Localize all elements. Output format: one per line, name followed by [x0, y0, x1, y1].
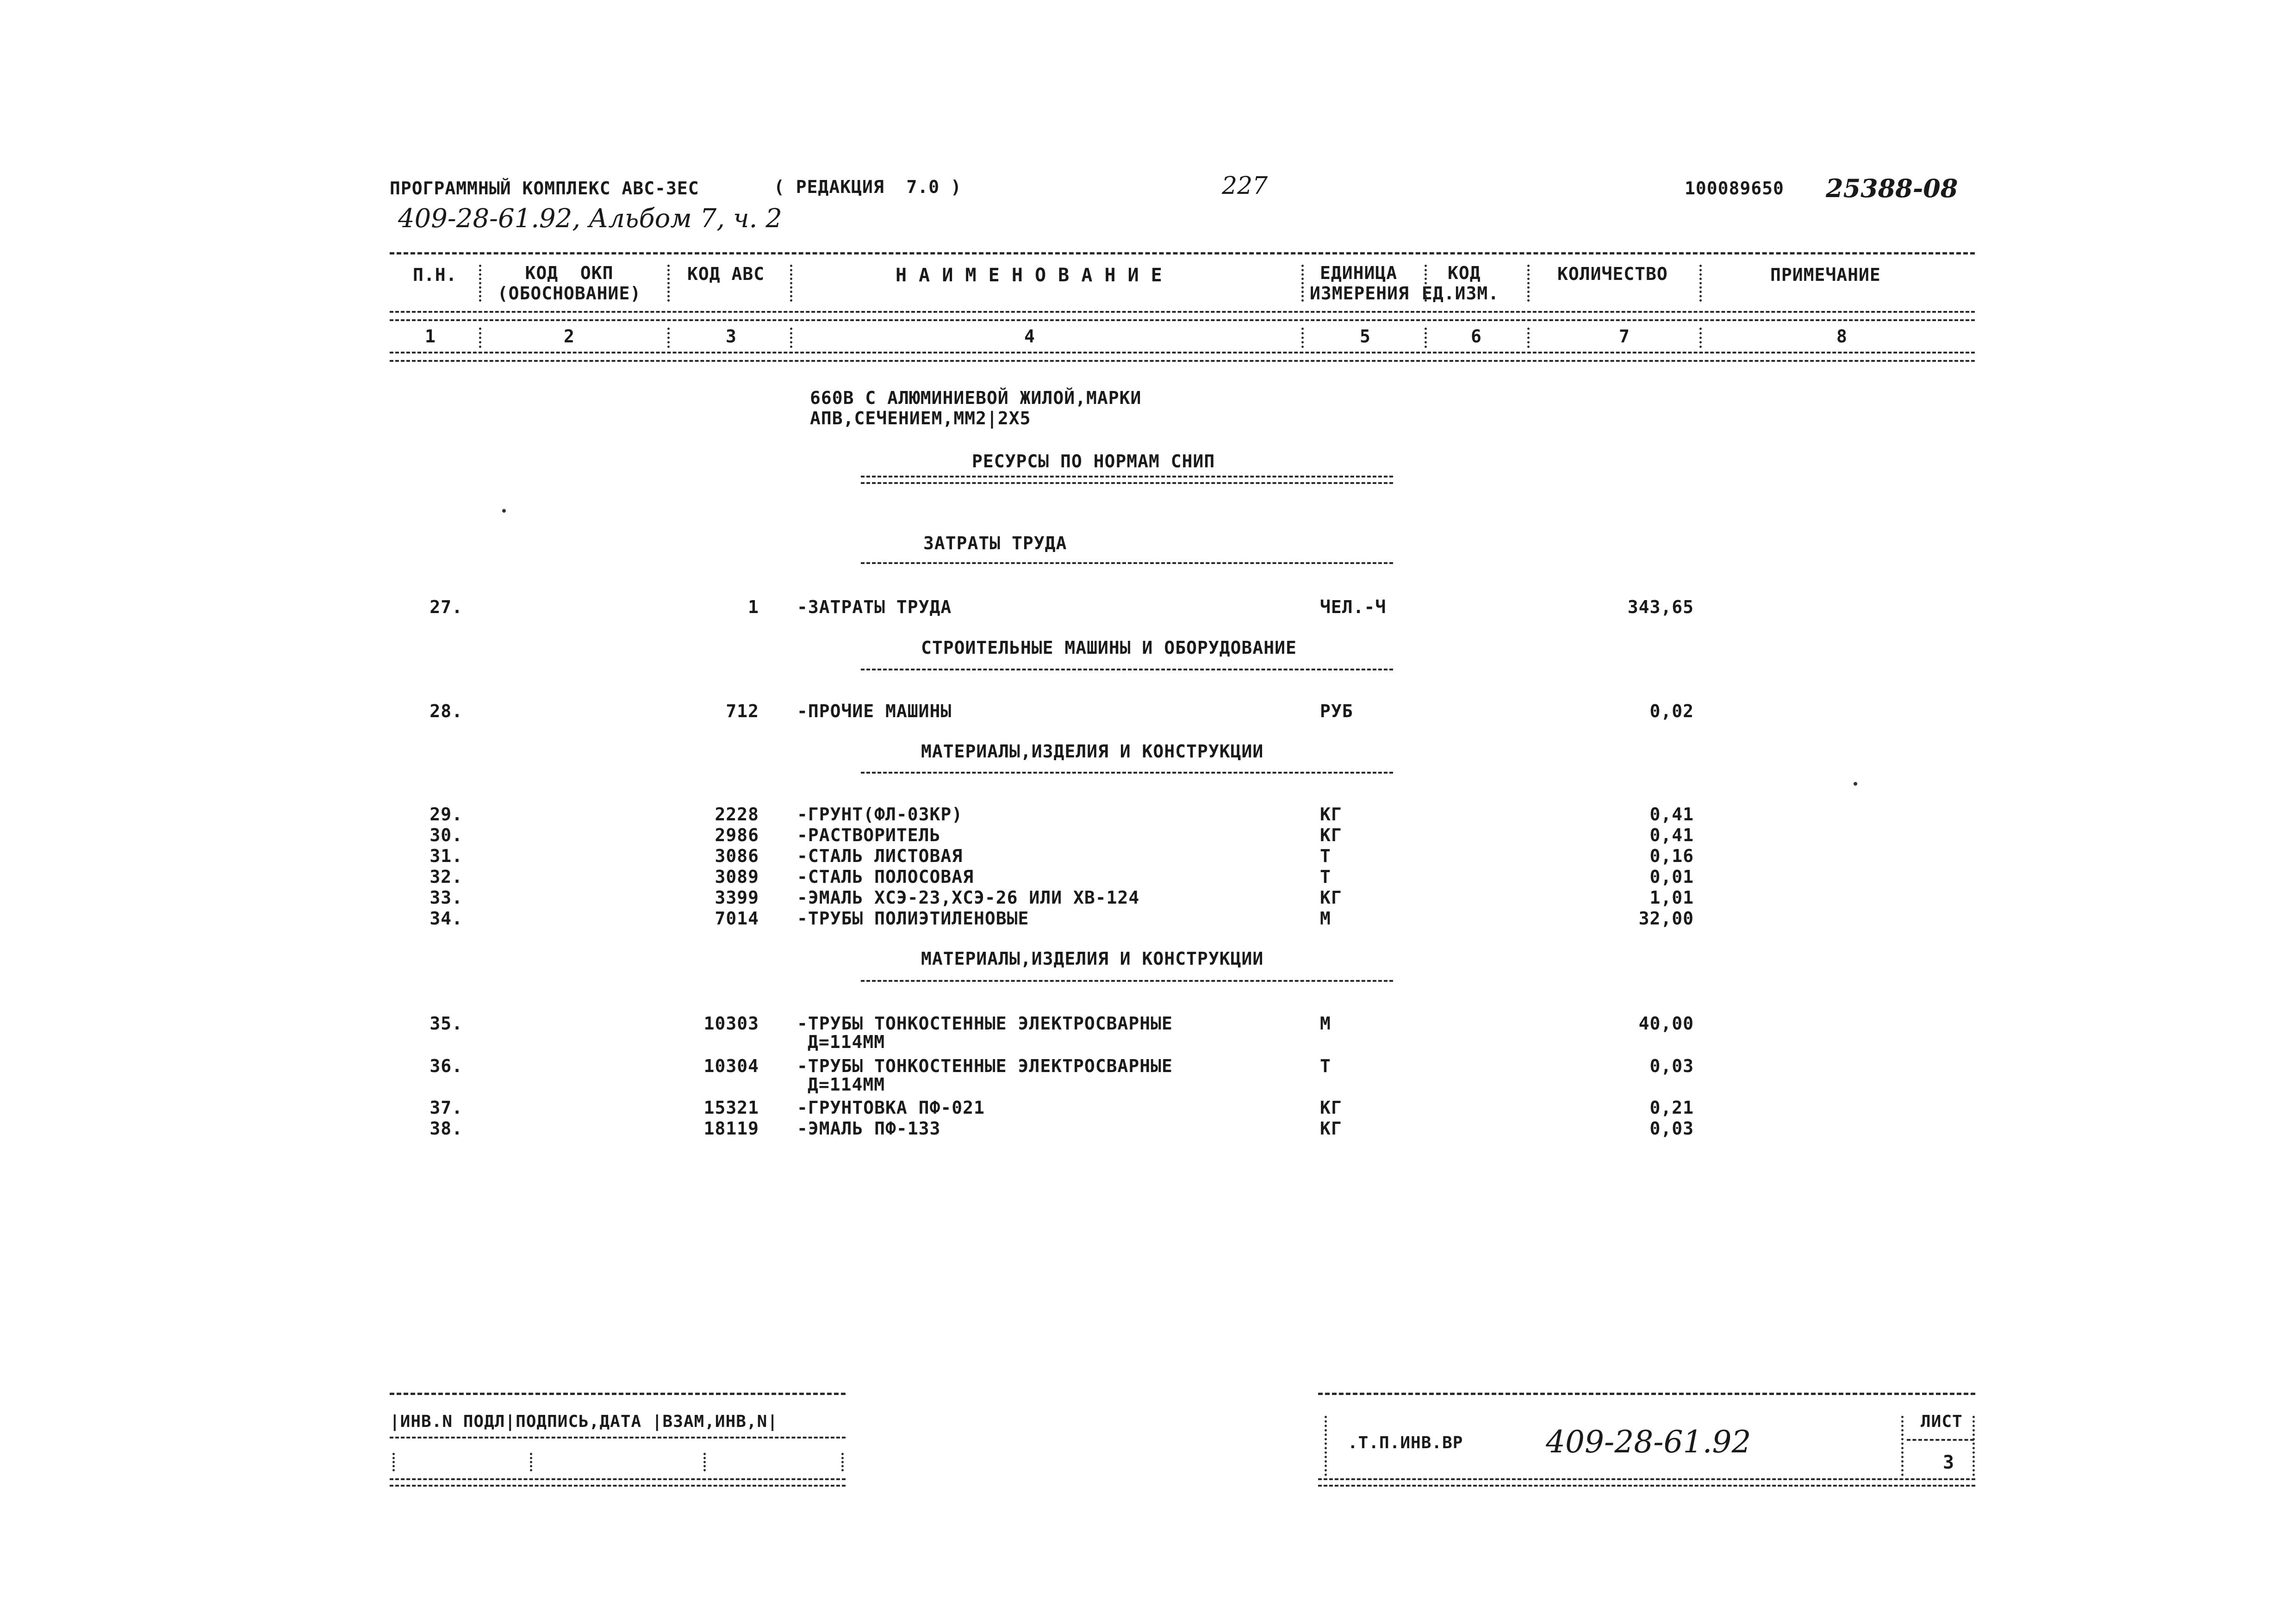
- row-pn: 38.: [429, 1118, 463, 1139]
- header-separator: [1301, 265, 1304, 302]
- col-abc-header: КОД АВС: [687, 264, 765, 284]
- col-number-6: 6: [1471, 326, 1482, 347]
- row-code: 10303: [703, 1013, 759, 1034]
- row-qty: 0,02: [1649, 701, 1694, 721]
- section-rule-materials-1: [861, 772, 1393, 774]
- row-unit: Т: [1320, 846, 1331, 866]
- col-number-4: 4: [1024, 326, 1035, 347]
- row-code: 3086: [715, 846, 759, 866]
- row-code: 7014: [715, 908, 759, 929]
- header-separator: [1527, 265, 1530, 302]
- section-rule-machines: [861, 669, 1393, 670]
- footer-handwritten-tp: 409-28-61.92: [1546, 1424, 1751, 1460]
- section-rule-labor: [861, 562, 1393, 564]
- edition-label: ( РЕДАКЦИЯ 7.0 ): [774, 177, 962, 197]
- row-pn: 36.: [429, 1056, 463, 1076]
- col-number-8: 8: [1836, 326, 1848, 347]
- program-name: ПРОГРАММНЫЙ КОМПЛЕКС АВС-3ЕС: [390, 178, 699, 198]
- row-qty: 32,00: [1638, 908, 1694, 929]
- row-unit: РУБ: [1320, 701, 1353, 721]
- row-name: -ЭМАЛЬ ПФ-133: [797, 1118, 941, 1139]
- footer-tp-label: .Т.П.ИНВ.ВР: [1348, 1433, 1463, 1452]
- row-code: 10304: [703, 1056, 759, 1076]
- row-name: -ТРУБЫ ТОНКОСТЕННЫЕ ЭЛЕКТРОСВАРНЫЕ: [797, 1013, 1173, 1034]
- col-unit-code-header-line1: КОД: [1448, 263, 1481, 283]
- stray-mark: [1854, 782, 1857, 786]
- row-qty: 0,16: [1649, 846, 1694, 866]
- row-pn: 29.: [429, 804, 463, 825]
- row-unit: ЧЕЛ.-Ч: [1320, 597, 1387, 617]
- col-unit-header-line1: ЕДИНИЦА: [1320, 263, 1398, 283]
- row-pn: 28.: [429, 701, 463, 721]
- row-name-continuation: Д=114ММ: [808, 1074, 885, 1095]
- row-unit: КГ: [1320, 887, 1342, 908]
- table-top-rule: [390, 252, 1975, 254]
- row-qty: 343,65: [1627, 597, 1694, 617]
- footer-sheet-rule: [1907, 1439, 1974, 1441]
- col-pn-header: П.Н.: [413, 265, 457, 285]
- col-okp-header-line1: КОД ОКП: [525, 263, 614, 283]
- page-number: 227: [1222, 172, 1268, 200]
- col-name-header: Н А И М Е Н О В А Н И Е: [896, 265, 1163, 286]
- row-code: 3089: [715, 867, 759, 887]
- row-qty: 1,01: [1649, 887, 1694, 908]
- footer-sheet-number: 3: [1943, 1452, 1955, 1473]
- row-unit: М: [1320, 908, 1331, 929]
- header-separator: [1699, 328, 1702, 348]
- row-pn: 37.: [429, 1097, 463, 1118]
- col-number-2: 2: [564, 326, 575, 347]
- stray-mark: [502, 509, 506, 513]
- row-code: 2228: [715, 804, 759, 825]
- row-unit: КГ: [1320, 1097, 1342, 1118]
- row-pn: 32.: [429, 867, 463, 887]
- col-number-3: 3: [726, 326, 737, 347]
- section-title-materials-2: МАТЕРИАЛЫ,ИЗДЕЛИЯ И КОНСТРУКЦИИ: [921, 949, 1264, 969]
- row-code: 3399: [715, 887, 759, 908]
- row-pn: 33.: [429, 887, 463, 908]
- section-title-materials-1: МАТЕРИАЛЫ,ИЗДЕЛИЯ И КОНСТРУКЦИИ: [921, 741, 1264, 762]
- footer-separator: [530, 1453, 532, 1471]
- col-note-header: ПРИМЕЧАНИЕ: [1770, 265, 1881, 285]
- header-separator: [1425, 265, 1427, 302]
- col-okp-header-line2: (ОБОСНОВАНИЕ): [497, 283, 641, 304]
- footer-separator: [703, 1453, 706, 1471]
- footer-separator: [841, 1453, 844, 1471]
- row-code: 1: [748, 597, 759, 617]
- row-code: 712: [726, 701, 759, 721]
- section-title-machines: СТРОИТЕЛЬНЫЕ МАШИНЫ И ОБОРУДОВАНИЕ: [921, 638, 1297, 658]
- col-qty-header: КОЛИЧЕСТВО: [1557, 264, 1668, 284]
- row-unit: М: [1320, 1013, 1331, 1034]
- handwritten-album: 409-28-61.92, Альбом 7, ч. 2: [398, 204, 782, 234]
- row-qty: 0,21: [1649, 1097, 1694, 1118]
- footer-right-top-rule: [1318, 1393, 1975, 1395]
- row-qty: 0,03: [1649, 1118, 1694, 1139]
- row-pn: 27.: [429, 597, 463, 617]
- row-name: -ПРОЧИЕ МАШИНЫ: [797, 701, 952, 721]
- row-unit: Т: [1320, 1056, 1331, 1076]
- section-rule-materials-2: [861, 980, 1393, 982]
- header-separator: [479, 265, 481, 302]
- footer-separator: [1972, 1416, 1975, 1476]
- row-pn: 34.: [429, 908, 463, 929]
- row-name: -ГРУНТ(ФЛ-03КР): [797, 804, 963, 825]
- row-name: -ЗАТРАТЫ ТРУДА: [797, 597, 952, 617]
- row-pn: 31.: [429, 846, 463, 866]
- col-number-7: 7: [1619, 326, 1630, 347]
- row-name: -СТАЛЬ ПОЛОСОВАЯ: [797, 867, 974, 887]
- header-separator: [1301, 328, 1304, 348]
- header-separator: [479, 328, 481, 348]
- header-bottom-rule: [390, 352, 1975, 362]
- header-separator: [1425, 328, 1427, 348]
- intro-line-1: 660В С АЛЮМИНИЕВОЙ ЖИЛОЙ,МАРКИ: [810, 388, 1142, 408]
- footer-left-top-rule: [390, 1393, 846, 1395]
- row-unit: КГ: [1320, 804, 1342, 825]
- header-separator: [667, 328, 670, 348]
- row-qty: 0,41: [1649, 804, 1694, 825]
- footer-sheet-label: ЛИСТ: [1921, 1412, 1963, 1431]
- header-separator: [1527, 328, 1530, 348]
- header-separator: [790, 328, 792, 348]
- row-code: 2986: [715, 825, 759, 845]
- row-name-continuation: Д=114ММ: [808, 1032, 885, 1052]
- handwritten-code: 25388-08: [1826, 174, 1958, 203]
- row-code: 18119: [703, 1118, 759, 1139]
- row-qty: 0,03: [1649, 1056, 1694, 1076]
- row-qty: 0,41: [1649, 825, 1694, 845]
- footer-separator: [1901, 1416, 1904, 1476]
- row-name: -СТАЛЬ ЛИСТОВАЯ: [797, 846, 963, 866]
- footer-left-mid-rule: [390, 1437, 846, 1438]
- resources-title-rule: [861, 476, 1393, 484]
- row-code: 15321: [703, 1097, 759, 1118]
- header-mid-rule: [390, 311, 1975, 321]
- row-name: -ТРУБЫ ТОНКОСТЕННЫЕ ЭЛЕКТРОСВАРНЫЕ: [797, 1056, 1173, 1076]
- row-name: -ТРУБЫ ПОЛИЭТИЛЕНОВЫЕ: [797, 908, 1029, 929]
- row-pn: 30.: [429, 825, 463, 845]
- row-unit: КГ: [1320, 825, 1342, 845]
- document-code: 100089650: [1685, 178, 1784, 198]
- footer-left-bottom-rule: [390, 1478, 846, 1487]
- row-name: -ГРУНТОВКА ПФ-021: [797, 1097, 985, 1118]
- footer-separator: [1325, 1416, 1327, 1476]
- row-name: -РАСТВОРИТЕЛЬ: [797, 825, 941, 845]
- header-separator: [1699, 265, 1702, 302]
- section-title-labor: ЗАТРАТЫ ТРУДА: [923, 533, 1067, 553]
- resources-title: РЕСУРСЫ ПО НОРМАМ СНИП: [972, 451, 1215, 471]
- intro-line-2: АПВ,СЕЧЕНИЕМ,ММ2|2Х5: [810, 408, 1031, 428]
- footer-separator: [392, 1453, 395, 1471]
- header-separator: [667, 265, 670, 302]
- footer-left-labels: |ИНВ.N ПОДЛ|ПОДПИСЬ,ДАТА |ВЗАМ,ИНВ,N|: [390, 1412, 778, 1431]
- row-name: -ЭМАЛЬ ХСЭ-23,ХСЭ-26 ИЛИ ХВ-124: [797, 887, 1140, 908]
- col-unit-code-header-line2: ЕД.ИЗМ.: [1422, 283, 1500, 304]
- row-unit: Т: [1320, 867, 1331, 887]
- col-number-5: 5: [1360, 326, 1371, 347]
- row-qty: 0,01: [1649, 867, 1694, 887]
- col-number-1: 1: [425, 326, 436, 347]
- footer-right-bottom-rule: [1318, 1478, 1975, 1487]
- row-unit: КГ: [1320, 1118, 1342, 1139]
- row-qty: 40,00: [1638, 1013, 1694, 1034]
- header-separator: [790, 265, 792, 302]
- col-unit-header-line2: ИЗМЕРЕНИЯ: [1310, 283, 1409, 304]
- row-pn: 35.: [429, 1013, 463, 1034]
